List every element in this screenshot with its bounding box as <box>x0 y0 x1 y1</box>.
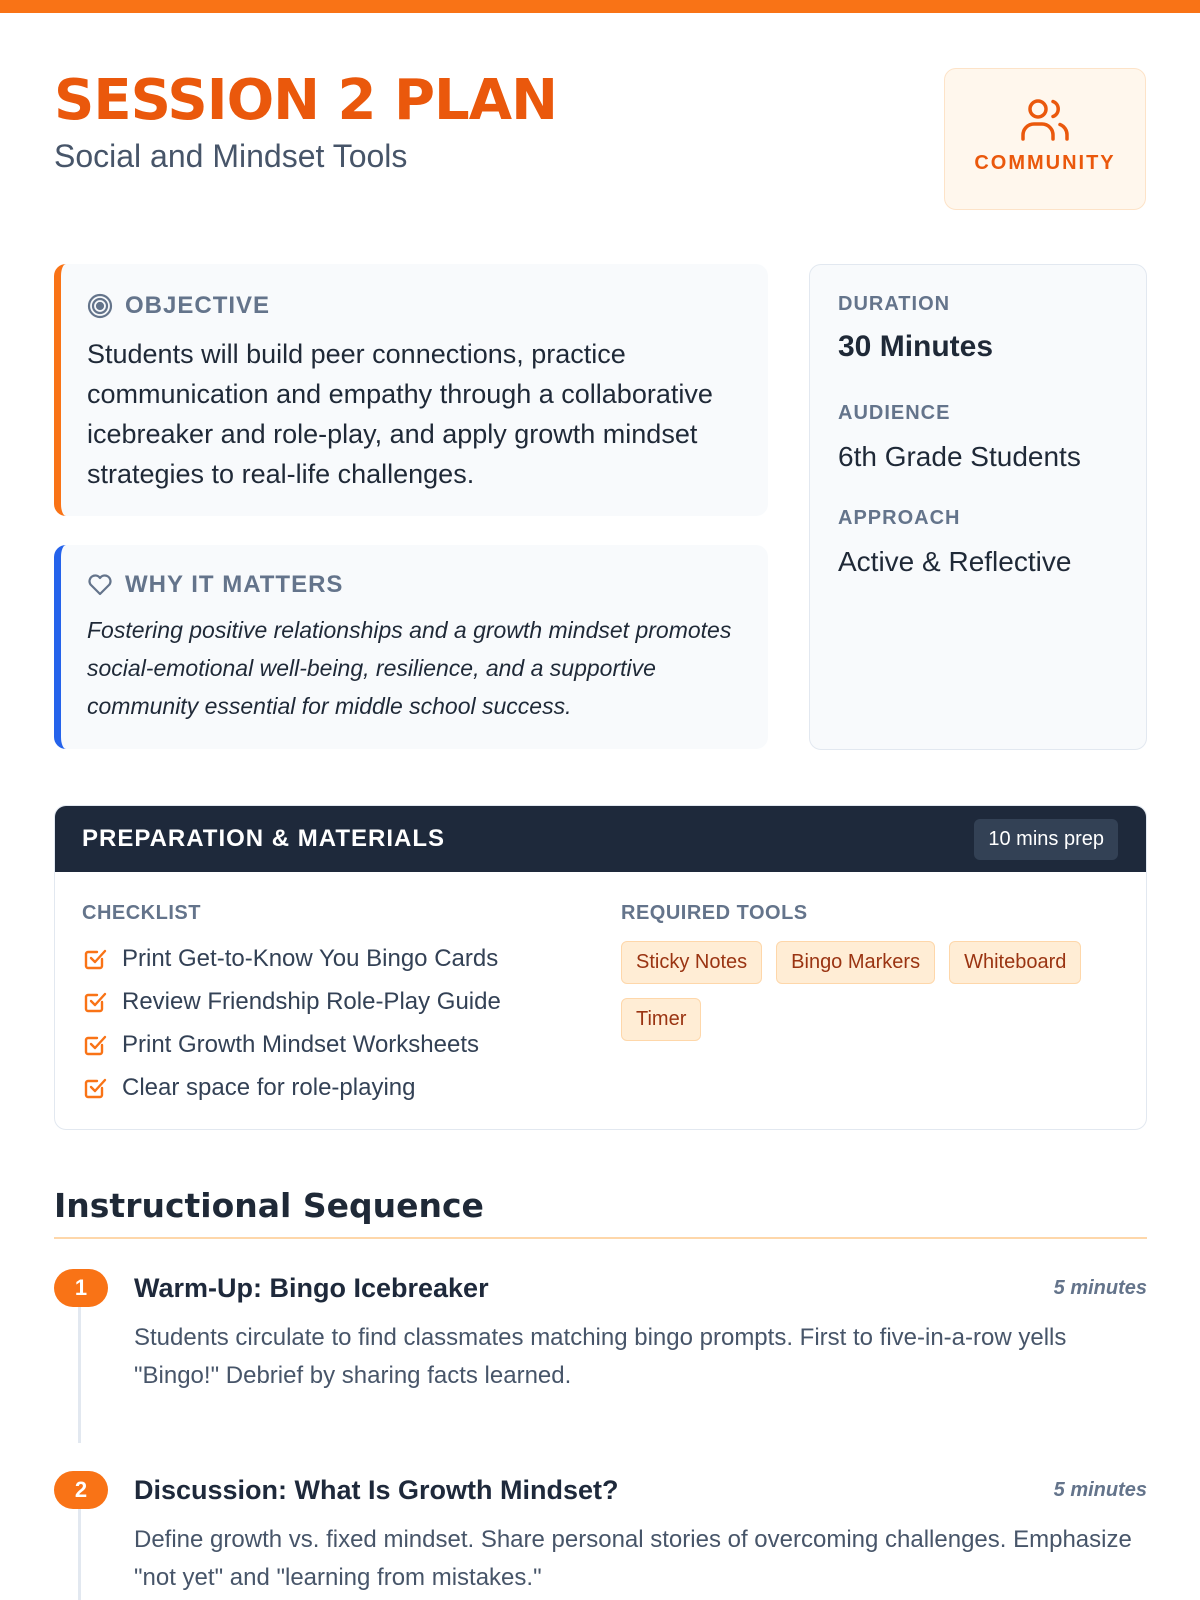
step-description: Define growth vs. fixed mindset. Share personal stories of overcoming challenges. Emphasize "not yet" and "learning from mistakes." <box>134 1526 1132 1591</box>
preparation-header <box>55 806 1146 872</box>
heart-icon <box>87 573 113 597</box>
checklist-item[interactable] <box>82 980 582 1023</box>
checklist-item-label: Clear space for role-playing <box>122 1073 416 1101</box>
step-duration: 5 minutes <box>1053 1479 1147 1501</box>
sequence-title: Instructional Sequence <box>54 1186 484 1225</box>
duration-value: 30 Minutes <box>838 330 994 363</box>
tool-tag: Timer <box>621 998 701 1041</box>
approach-label: APPROACH <box>838 507 961 529</box>
target-icon <box>87 293 113 319</box>
tools-label: REQUIRED TOOLS <box>621 902 808 924</box>
page-subtitle: Social and Mindset Tools <box>54 138 408 174</box>
tool-tag: Whiteboard <box>949 941 1081 984</box>
checklist-item-label: Print Get-to-Know You Bingo Cards <box>122 944 499 972</box>
audience-label: AUDIENCE <box>838 402 951 424</box>
checklist-item[interactable] <box>82 1023 582 1066</box>
sequence-step <box>54 1269 1147 1429</box>
why-it-matters-card <box>54 545 768 749</box>
why-text: Fostering positive relationships and a growth mindset promotes social-emotional well-being, resilience, and a supportive community essential for middle school success. <box>87 617 732 719</box>
checklist-item[interactable] <box>82 937 582 980</box>
step-description: Students circulate to find classmates matching bingo prompts. First to five-in-a-row yells "Bingo!" Debrief by sharing facts learned. <box>134 1324 1067 1389</box>
step-number: 1 <box>54 1269 108 1307</box>
why-heading-label: WHY IT MATTERS <box>125 571 344 598</box>
objective-heading-label: OBJECTIVE <box>125 292 271 319</box>
approach-value: Active & Reflective <box>838 546 1072 577</box>
checkbox-checked-icon[interactable] <box>82 989 108 1015</box>
badge-label: COMMUNITY <box>974 152 1116 174</box>
sequence-step <box>54 1471 1147 1600</box>
objective-heading <box>87 292 738 320</box>
checkbox-checked-icon[interactable] <box>82 946 108 972</box>
checklist-label: CHECKLIST <box>82 902 201 924</box>
checklist-item-label: Review Friendship Role-Play Guide <box>122 987 501 1015</box>
preparation-body <box>55 872 1146 1130</box>
tool-tags <box>621 941 1121 1041</box>
preparation-panel <box>54 805 1147 1130</box>
checklist-item[interactable] <box>82 1066 582 1109</box>
checkbox-checked-icon[interactable] <box>82 1032 108 1058</box>
checklist <box>82 902 582 1109</box>
tool-tag: Sticky Notes <box>621 941 762 984</box>
why-heading <box>87 571 738 599</box>
step-duration: 5 minutes <box>1053 1277 1147 1299</box>
prep-time-badge: 10 mins prep <box>974 819 1118 860</box>
objective-card <box>54 264 768 516</box>
step-title: Discussion: What Is Growth Mindset? <box>134 1475 619 1505</box>
users-icon <box>1019 97 1071 143</box>
community-badge <box>944 68 1146 210</box>
step-title: Warm-Up: Bingo Icebreaker <box>134 1273 489 1303</box>
session-meta-card <box>809 264 1147 750</box>
page-title: SESSION 2 PLAN <box>54 68 557 133</box>
preparation-title: PREPARATION & MATERIALS <box>82 825 445 852</box>
duration-label: DURATION <box>838 293 951 315</box>
sequence-divider <box>54 1237 1147 1239</box>
audience-value: 6th Grade Students <box>838 441 1081 472</box>
required-tools <box>621 902 1121 1041</box>
top-accent-bar <box>0 0 1200 13</box>
step-number: 2 <box>54 1471 108 1509</box>
objective-text: Students will build peer connections, practice communication and empathy through a collaborative icebreaker and role-play, and apply growth mindset strategies to real-life challenges. <box>87 339 713 489</box>
tool-tag: Bingo Markers <box>776 941 935 984</box>
page-header <box>54 70 1146 210</box>
checklist-item-label: Print Growth Mindset Worksheets <box>122 1030 480 1058</box>
checkbox-checked-icon[interactable] <box>82 1075 108 1101</box>
